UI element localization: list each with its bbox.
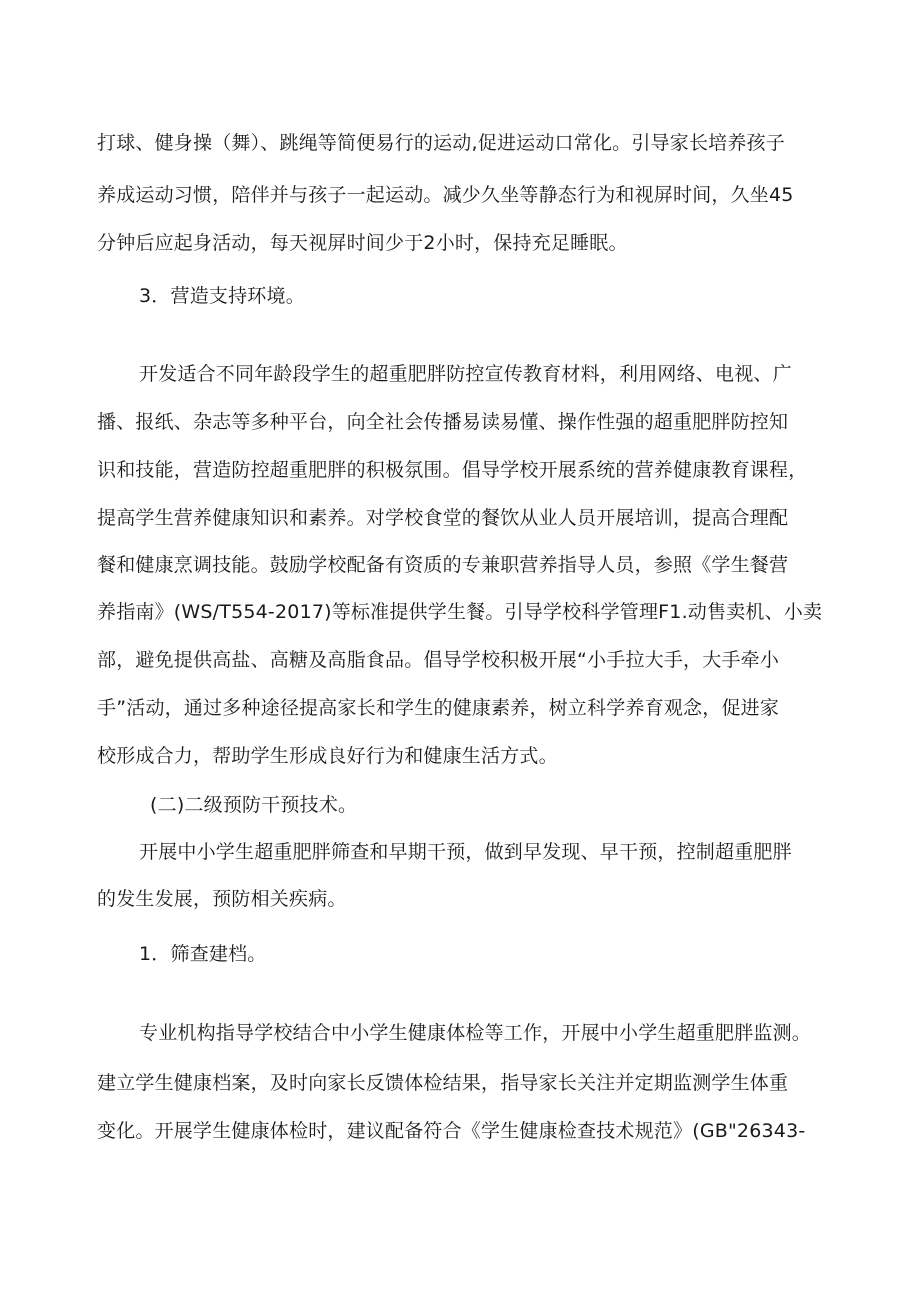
section-title: (二)二级预防干预技术。 [150, 794, 358, 816]
paragraph-line: 养指南》(WS/T554-2017)等标准提供学生餐。引导学校科学管理F1.动售卖机、小卖 [97, 601, 823, 623]
paragraph-line: 手”活动，通过多种途径提高家长和学生的健康素养，树立科学养育观念，促进家 [97, 697, 780, 719]
paragraph-line: 校形成合力，帮助学生形成良好行为和健康生活方式。 [97, 745, 558, 767]
paragraph-line: 部，避免提供高盐、高糖及高脂食品。倡导学校积极开展“小手拉大手，大手牵小 [97, 649, 780, 671]
paragraph-line: 养成运动习惯，陪伴并与孩子一起运动。减少久坐等静态行为和视屏时间，久坐45 [97, 184, 794, 206]
section-heading: 1．筛查建档。 [139, 943, 267, 965]
paragraph-line: 建立学生健康档案，及时向家长反馈体检结果，指导家长关注并定期监测学生体重 [97, 1072, 789, 1094]
paragraph-line: 开展中小学生超重肥胖筛查和早期干预，做到早发现、早干预，控制超重肥胖 [139, 841, 792, 863]
paragraph-line: 变化。开展学生健康体检时，建议配备符合《学生健康检查技术规范》(GB"26343- [97, 1120, 806, 1142]
paragraph-line: 播、报纸、杂志等多种平台，向全社会传播易读易懂、操作性强的超重肥胖防控知 [97, 411, 789, 433]
paragraph-line: 打球、健身操（舞）、跳绳等简便易行的运动,促进运动口常化。引导家长培养孩子 [97, 132, 785, 154]
paragraph-line: 识和技能，营造防控超重肥胖的积极氛围。倡导学校开展系统的营养健康教育课程， [97, 459, 808, 481]
paragraph-line: 分钟后应起身活动，每天视屏时间少于2小时，保持充足睡眠。 [97, 232, 628, 254]
paragraph-line: 餐和健康烹调技能。鼓励学校配备有资质的专兼职营养指导人员，参照《学生餐营 [97, 554, 789, 576]
section-heading: 3．营造支持环境。 [139, 285, 305, 307]
paragraph-line: 专业机构指导学校结合中小学生健康体检等工作，开展中小学生超重肥胖监测。 [139, 1022, 812, 1044]
paragraph-line: 开发适合不同年龄段学生的超重肥胖防控宣传教育材料，利用网络、电视、广 [139, 363, 792, 385]
paragraph-line: 的发生发展，预防相关疾病。 [97, 888, 347, 910]
paragraph-line: 提高学生营养健康知识和素养。对学校食堂的餐饮从业人员开展培训，提高合理配 [97, 507, 789, 529]
